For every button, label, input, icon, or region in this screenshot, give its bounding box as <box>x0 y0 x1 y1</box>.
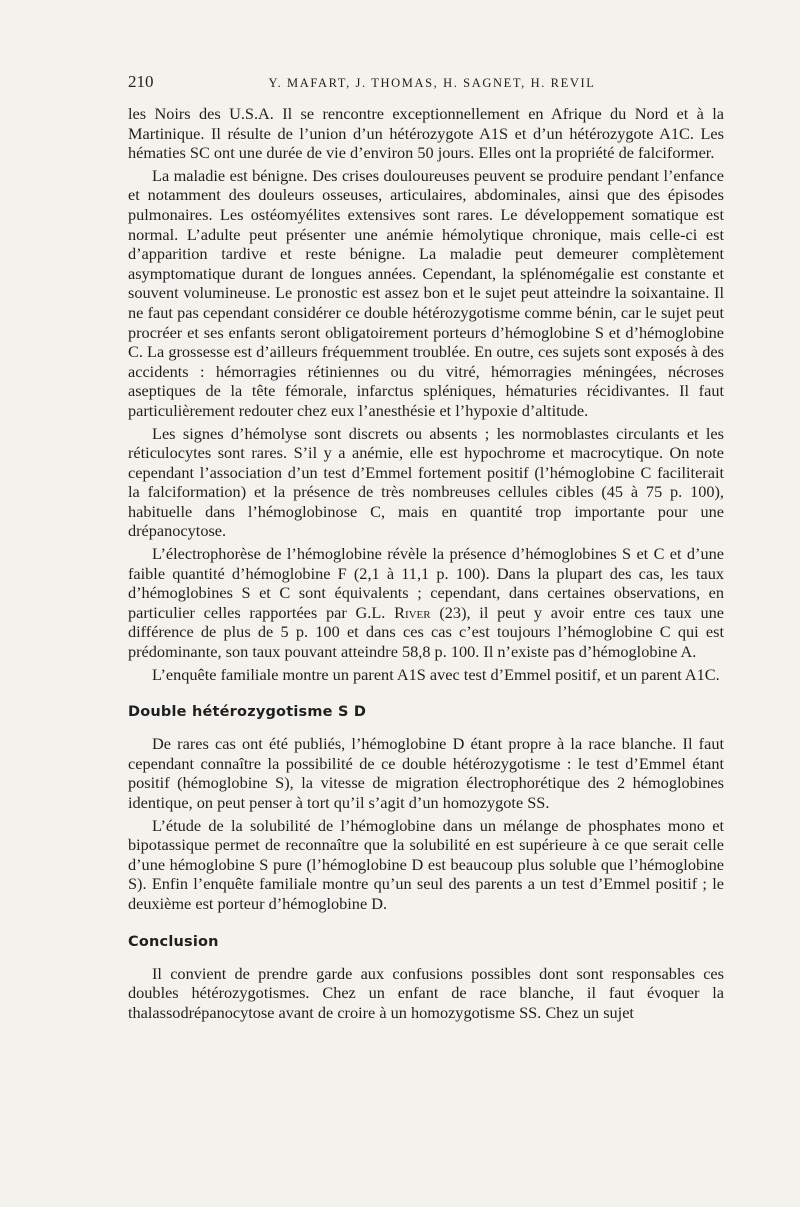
page-number: 210 <box>128 72 154 91</box>
paragraph-conclusion: Il convient de prendre garde aux confusions possibles dont sont responsables ces doubles hétérozygotismes. Chez un enfant de race blanche, il faut évoquer la thalassodrépanocytose avant de croire à un homozygotisme SS. Chez un sujet <box>128 963 724 1022</box>
running-head-authors: Y. MAFART, J. THOMAS, H. SAGNET, H. REVIL <box>268 76 596 90</box>
paragraph-electrophoresis <box>128 544 724 662</box>
paragraph-electrophoresis-part2: (23), il peut y avoir entre ces taux une différence de plus de 5 p. 100 et dans ces cas c’est toujours l’hémoglobine C qui est prédominante, son taux pouvant atteindre 58,8 p. 100. Il n’existe pas d’hémoglobine A. <box>128 602 724 662</box>
paragraph-sd-solubility: L’étude de la solubilité de l’hémoglobine dans un mélange de phosphates mono et bipotassique permet de reconnaître que la solubilité en est supérieure à ce que serait celle d’une hémoglobine S pure (l’hémoglobine D est beaucoup plus soluble que l’hémoglobine S). Enfin l’enquête familiale montre qu’un seul des parents a un test d’Emmel positif ; le deuxième est porteur d’hémoglobine D. <box>128 815 724 913</box>
paragraph-hemolysis: Les signes d’hémolyse sont discrets ou absents ; les normoblastes circulants et les réticulocytes sont rares. S’il y a anémie, elle est hypochrome et macrocytique. On note cependant l’association d’un test d’Emmel fortement positif (l’hémoglobine C faciliterait la falciformation) et la présence de très nombreuses cellules cibles (45 à 75 p. 100), habituelle dans l’hémoglobinose C, mais en quantité trop importante pour une drépanocytose. <box>128 423 724 541</box>
section-heading-conclusion: Conclusion <box>128 933 219 950</box>
section-heading-sd: Double hétérozygotisme S D <box>128 704 367 721</box>
paragraph-sd-intro: De rares cas ont été publiés, l’hémoglobine D étant propre à la race blanche. Il faut cependant connaître la possibilité de ce double hétérozygotisme : le test d’Emmel étant positif (hémoglobine S), la vitesse de migration électrophorétique des 2 hémoglobines identique, on peut penser à tort qu’il s’agit d’un homozygote SS. <box>128 734 724 812</box>
paragraph-electrophoresis-part1: L’électrophorèse de l’hémoglobine révèle la présence d’hémoglobines S et C et d’une faible quantité d’hémoglobine F (2,1 à 11,1 p. 100). Dans la plupart des cas, les taux d’hémoglobines S et C sont équivalents ; cependant, dans certaines observations, en particulier celles rapportées par G.L. <box>128 544 724 622</box>
article-body <box>128 104 724 1022</box>
running-head <box>128 72 724 100</box>
author-name-river: River <box>394 602 431 622</box>
paragraph-clinical: La maladie est bénigne. Des crises douloureuses peuvent se produire pendant l’enfance et notamment des douleurs osseuses, articulaires, abdominales, ainsi que des épisodes pulmonaires. Les ostéomyélites extensives sont rares. Le développement somatique est normal. L’adulte peut présenter une anémie hémolytique chronique, mais celle-ci est d’apparition tardive et reste bénigne. La maladie peut demeurer complètement asymptomatique durant de longues années. Cependant, la splénomégalie est constante et souvent volumineuse. Le pronostic est assez bon et le sujet peut atteindre la soixantaine. Il ne faut pas cependant considérer ce double hétérozygotisme comme bénin, car le sujet peut procréer et ses enfants seront obligatoirement porteurs d’hémoglobine S et d’hémoglobine C. La grossesse est d’ailleurs fréquemment troublée. En outre, ces sujets sont exposés à des accidents : hémorragies rétiniennes ou du vitré, hémorragies méningées, nécroses aseptiques de la tête fémorale, infarctus spléniques, hématuries récidivantes. Il faut particulièrement redouter chez eux l’anesthésie et l’hypoxie d’altitude. <box>128 165 724 420</box>
page <box>128 72 724 1022</box>
paragraph-continuation: les Noirs des U.S.A. Il se rencontre exceptionnellement en Afrique du Nord et à la Martinique. Il résulte de l’union d’un hétérozygote A1S et d’un hétérozygote A1C. Les hématies SC ont une durée de vie d’environ 50 jours. Elles ont la propriété de falciformer. <box>128 104 724 163</box>
paragraph-family-survey: L’enquête familiale montre un parent A1S avec test d’Emmel positif, et un parent A1C. <box>152 664 720 684</box>
